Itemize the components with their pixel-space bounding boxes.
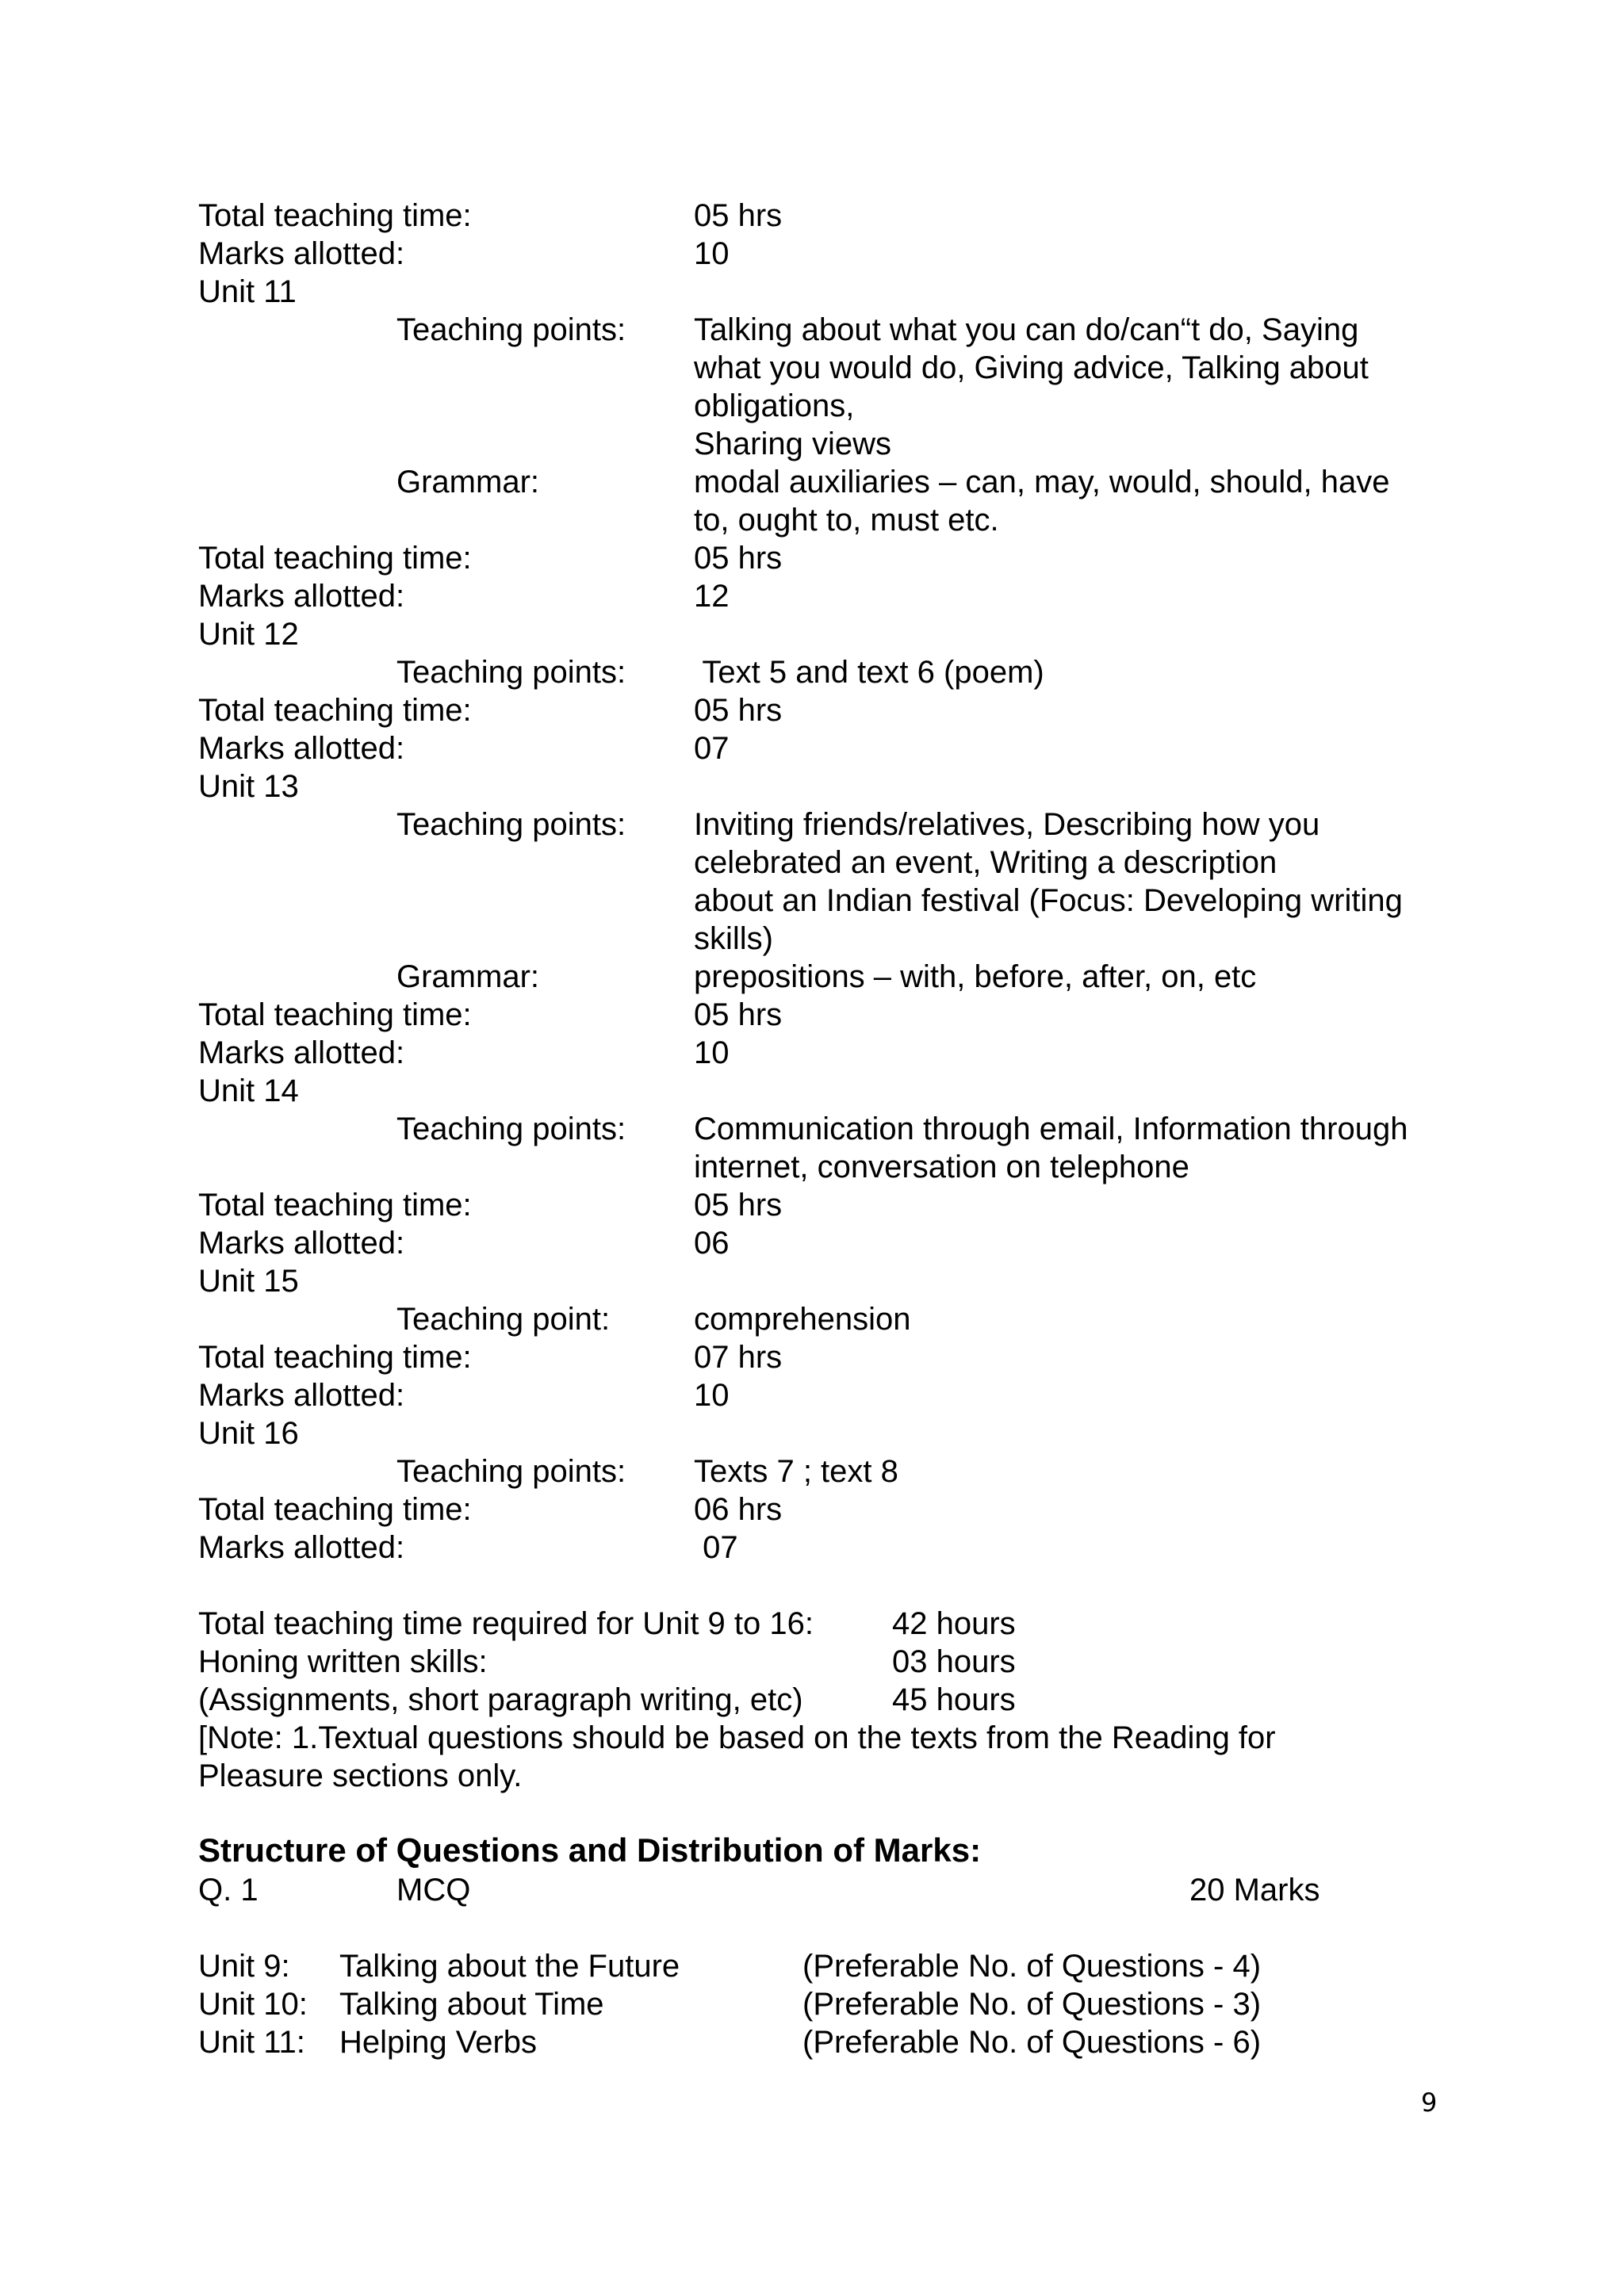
total-time-value: 06 hrs <box>694 1492 783 1527</box>
total-time-value: 05 hrs <box>694 198 783 233</box>
teaching-points-label: Teaching points: <box>396 312 626 347</box>
question-topic: Talking about Time <box>339 1987 604 2022</box>
total-time-label: Total teaching time: <box>198 541 472 576</box>
unit-title: Unit 12 <box>198 617 299 652</box>
teaching-points-text: about an Indian festival (Focus: Developing writing <box>694 883 1403 918</box>
marks-label: Marks allotted: <box>198 1226 405 1261</box>
note-text: Pleasure sections only. <box>198 1758 523 1793</box>
grammar-text: to, ought to, must etc. <box>694 503 999 538</box>
teaching-points-text: Communication through email, Information through <box>694 1112 1408 1146</box>
marks-value: 06 <box>694 1226 730 1261</box>
total-time-value: 05 hrs <box>694 997 783 1032</box>
summary-label: Honing written skills: <box>198 1644 488 1679</box>
marks-value: 10 <box>694 236 730 271</box>
teaching-points-text: Inviting friends/relatives, Describing how you <box>694 807 1320 842</box>
grammar-label: Grammar: <box>396 959 539 994</box>
structure-heading: Structure of Questions and Distribution of Marks: <box>198 1831 982 1869</box>
question-type: MCQ <box>396 1873 471 1908</box>
question-note: (Preferable No. of Questions - 4) <box>802 1949 1262 1984</box>
teaching-points-text: what you would do, Giving advice, Talking about <box>694 350 1369 385</box>
teaching-points-label: Teaching points: <box>396 655 626 690</box>
teaching-points-text: Text 5 and text 6 (poem) <box>694 655 1044 690</box>
marks-label: Marks allotted: <box>198 1530 405 1565</box>
total-time-value: 07 hrs <box>694 1340 783 1375</box>
question-unit: Unit 9: <box>198 1949 290 1984</box>
teaching-points-text: Texts 7 ; text 8 <box>694 1454 898 1489</box>
teaching-points-text: obligations, <box>694 388 855 423</box>
question-note: (Preferable No. of Questions - 3) <box>802 1987 1262 2022</box>
unit-title: Unit 14 <box>198 1073 299 1108</box>
teaching-points-text: comprehension <box>694 1302 911 1337</box>
unit-title: Unit 15 <box>198 1264 299 1299</box>
summary-label: Total teaching time required for Unit 9 to 16: <box>198 1606 814 1641</box>
question-marks: 20 Marks <box>1189 1873 1320 1908</box>
total-time-label: Total teaching time: <box>198 1188 472 1223</box>
unit-title: Unit 11 <box>198 274 297 309</box>
teaching-points-text: internet, conversation on telephone <box>694 1150 1189 1184</box>
marks-label: Marks allotted: <box>198 731 405 766</box>
summary-value: 42 hours <box>892 1606 1016 1641</box>
marks-value: 10 <box>694 1378 730 1413</box>
teaching-points-label: Teaching points: <box>396 1112 626 1146</box>
marks-label: Marks allotted: <box>198 1035 405 1070</box>
summary-label: (Assignments, short paragraph writing, etc) <box>198 1682 803 1717</box>
question-note: (Preferable No. of Questions - 6) <box>802 2025 1262 2060</box>
question-unit: Unit 10: <box>198 1987 308 2022</box>
marks-value: 07 <box>694 731 730 766</box>
question-number: Q. 1 <box>198 1873 259 1908</box>
teaching-points-label: Teaching points: <box>396 807 626 842</box>
total-time-label: Total teaching time: <box>198 198 472 233</box>
note-text: [Note: 1.Textual questions should be based on the texts from the Reading for <box>198 1720 1276 1755</box>
question-unit: Unit 11: <box>198 2025 305 2060</box>
teaching-points-text: celebrated an event, Writing a description <box>694 845 1277 880</box>
marks-label: Marks allotted: <box>198 1378 405 1413</box>
marks-label: Marks allotted: <box>198 579 405 614</box>
teaching-points-text: skills) <box>694 921 773 956</box>
grammar-label: Grammar: <box>396 465 539 499</box>
question-topic: Talking about the Future <box>339 1949 680 1984</box>
grammar-text: modal auxiliaries – can, may, would, should, have <box>694 465 1390 499</box>
total-time-label: Total teaching time: <box>198 997 472 1032</box>
total-time-label: Total teaching time: <box>198 1340 472 1375</box>
total-time-label: Total teaching time: <box>198 693 472 728</box>
total-time-label: Total teaching time: <box>198 1492 472 1527</box>
marks-label: Marks allotted: <box>198 236 405 271</box>
total-time-value: 05 hrs <box>694 541 783 576</box>
page-number: 9 <box>1421 2087 1438 2118</box>
marks-value: 12 <box>694 579 730 614</box>
total-time-value: 05 hrs <box>694 693 783 728</box>
teaching-points-text: Sharing views <box>694 427 892 461</box>
unit-title: Unit 16 <box>198 1416 299 1451</box>
summary-value: 45 hours <box>892 1682 1016 1717</box>
marks-value: 07 <box>694 1530 738 1565</box>
marks-value: 10 <box>694 1035 730 1070</box>
summary-value: 03 hours <box>892 1644 1016 1679</box>
teaching-point-label: Teaching point: <box>396 1302 611 1337</box>
total-time-value: 05 hrs <box>694 1188 783 1223</box>
teaching-points-text: Talking about what you can do/can“t do, Saying <box>694 312 1359 347</box>
unit-title: Unit 13 <box>198 769 299 804</box>
grammar-text: prepositions – with, before, after, on, etc <box>694 959 1257 994</box>
teaching-points-label: Teaching points: <box>396 1454 626 1489</box>
question-topic: Helping Verbs <box>339 2025 538 2060</box>
